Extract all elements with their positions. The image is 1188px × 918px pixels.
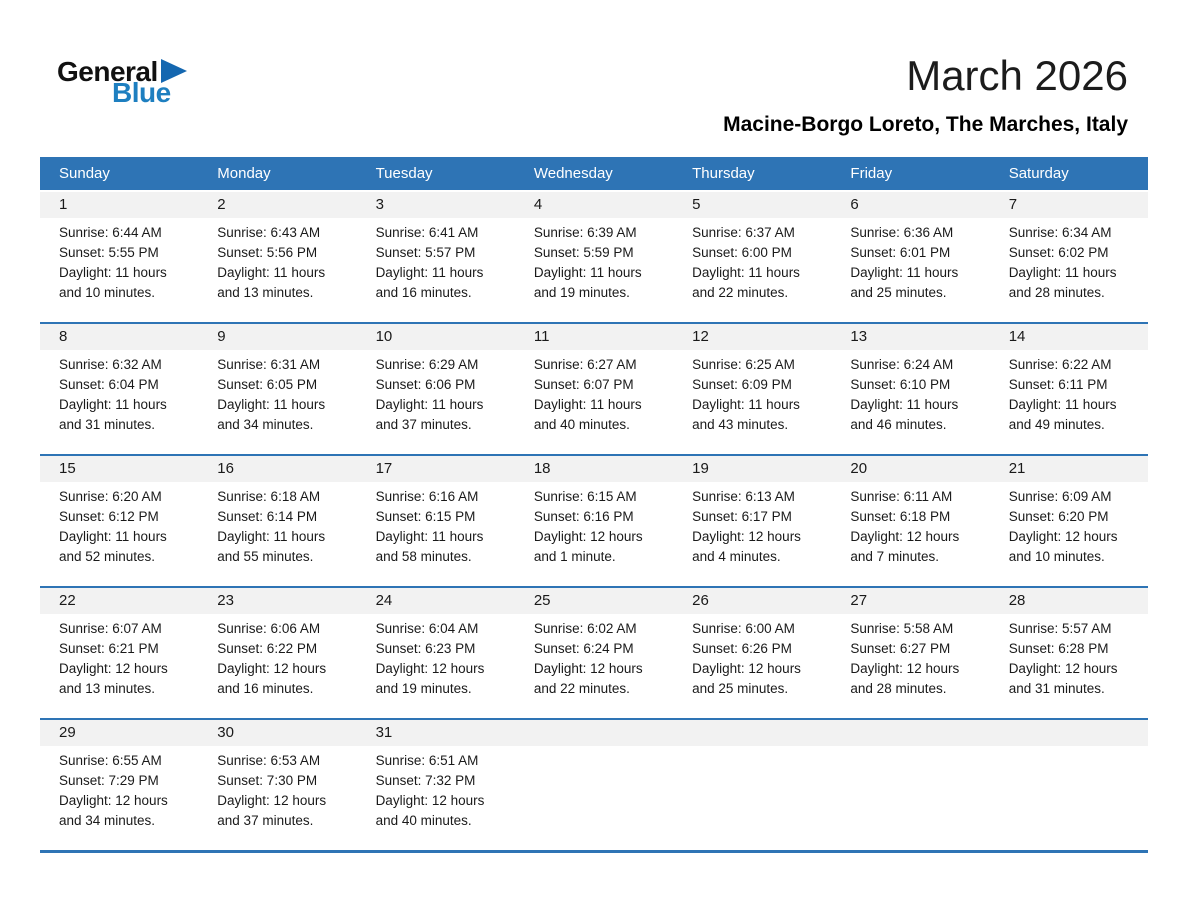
weekday-saturday: Saturday <box>1008 165 1069 182</box>
day-number: 20 <box>831 456 989 482</box>
sunset-text: Sunset: 6:21 PM <box>59 641 159 656</box>
week-row <box>40 454 1148 586</box>
daylight-minutes-text: and 28 minutes. <box>850 681 947 696</box>
day-number: 2 <box>198 192 356 218</box>
sunset-text: Sunset: 6:14 PM <box>217 509 318 524</box>
daylight-hours-text: Daylight: 11 hours <box>375 529 484 544</box>
day-number: 19 <box>673 456 831 482</box>
day-cell-empty <box>673 720 831 850</box>
day-cell <box>673 456 831 586</box>
sunrise-text: Sunrise: 6:27 AM <box>533 357 637 372</box>
sunset-text: Sunset: 6:28 PM <box>1008 641 1109 656</box>
sunset-text: Sunset: 6:23 PM <box>375 641 476 656</box>
daylight-minutes-text: and 10 minutes. <box>59 285 156 300</box>
sunrise-text: Sunrise: 6:29 AM <box>375 357 479 372</box>
day-number: 25 <box>515 588 673 614</box>
day-number: 14 <box>990 324 1148 350</box>
daylight-hours-text: Daylight: 11 hours <box>533 265 642 280</box>
sunrise-text: Sunrise: 6:34 AM <box>1008 225 1112 240</box>
sunset-text: Sunset: 6:06 PM <box>375 377 476 392</box>
daylight-hours-text: Daylight: 12 hours <box>375 661 485 676</box>
day-number: 1 <box>40 192 198 218</box>
day-number: 27 <box>831 588 989 614</box>
location-subtitle: Macine-Borgo Loreto, The Marches, Italy <box>723 113 1128 136</box>
daylight-minutes-text: and 22 minutes. <box>692 285 789 300</box>
sunset-text: Sunset: 6:24 PM <box>533 641 634 656</box>
day-number: 12 <box>673 324 831 350</box>
general-blue-logo <box>57 58 187 107</box>
daylight-hours-text: Daylight: 11 hours <box>59 397 167 412</box>
daylight-minutes-text: and 25 minutes. <box>850 285 947 300</box>
weekday-sunday: Sunday <box>59 165 110 182</box>
sunrise-text: Sunrise: 6:24 AM <box>850 357 954 372</box>
week-row <box>40 322 1148 454</box>
day-cell <box>515 588 673 718</box>
day-cell <box>831 456 989 586</box>
day-cell <box>515 456 673 586</box>
sunset-text: Sunset: 5:59 PM <box>533 245 634 260</box>
sunset-text: Sunset: 7:30 PM <box>217 773 318 788</box>
sunset-text: Sunset: 6:05 PM <box>217 377 318 392</box>
daylight-hours-text: Daylight: 11 hours <box>59 265 167 280</box>
day-number: 16 <box>198 456 356 482</box>
daylight-hours-text: Daylight: 11 hours <box>850 265 959 280</box>
sunrise-text: Sunrise: 6:55 AM <box>59 753 162 768</box>
daylight-minutes-text: and 37 minutes. <box>217 813 314 828</box>
daylight-minutes-text: and 49 minutes. <box>1008 417 1105 432</box>
day-cell <box>990 456 1148 586</box>
day-cell <box>357 720 515 850</box>
day-cell <box>198 720 356 850</box>
daylight-minutes-text: and 52 minutes. <box>59 549 156 564</box>
day-cell <box>198 588 356 718</box>
daylight-hours-text: Daylight: 11 hours <box>217 397 326 412</box>
sunrise-text: Sunrise: 6:37 AM <box>692 225 795 240</box>
sunset-text: Sunset: 6:09 PM <box>692 377 792 392</box>
sunrise-text: Sunrise: 6:04 AM <box>375 621 479 636</box>
week-row <box>40 586 1148 718</box>
daylight-minutes-text: and 16 minutes. <box>375 285 472 300</box>
sunrise-text: Sunrise: 6:51 AM <box>375 753 479 768</box>
sunrise-text: Sunrise: 6:32 AM <box>59 357 162 372</box>
day-number: 21 <box>990 456 1148 482</box>
daylight-minutes-text: and 34 minutes. <box>59 813 156 828</box>
daylight-minutes-text: and 31 minutes. <box>1008 681 1105 696</box>
logo-word-blue: Blue <box>112 77 171 108</box>
day-cell <box>198 456 356 586</box>
daylight-minutes-text: and 34 minutes. <box>217 417 314 432</box>
daylight-hours-text: Daylight: 11 hours <box>217 265 326 280</box>
week-row <box>40 718 1148 850</box>
daylight-hours-text: Daylight: 12 hours <box>850 529 960 544</box>
day-cell <box>515 192 673 322</box>
daylight-minutes-text: and 40 minutes. <box>533 417 630 432</box>
daylight-minutes-text: and 58 minutes. <box>375 549 472 564</box>
sunrise-text: Sunrise: 6:13 AM <box>692 489 795 504</box>
day-cell <box>357 588 515 718</box>
day-cell <box>40 456 198 586</box>
day-cell <box>40 324 198 454</box>
daylight-hours-text: Daylight: 11 hours <box>1008 265 1117 280</box>
daylight-hours-text: Daylight: 12 hours <box>59 793 168 808</box>
daylight-minutes-text: and 1 minute. <box>533 549 616 564</box>
daylight-hours-text: Daylight: 11 hours <box>533 397 642 412</box>
day-cell <box>831 588 989 718</box>
day-cell <box>673 588 831 718</box>
calendar-grid <box>40 192 1148 853</box>
sunrise-text: Sunrise: 6:09 AM <box>1008 489 1112 504</box>
sunset-text: Sunset: 6:10 PM <box>850 377 951 392</box>
day-number: 28 <box>990 588 1148 614</box>
day-number: 24 <box>357 588 515 614</box>
day-cell <box>673 324 831 454</box>
sunset-text: Sunset: 7:32 PM <box>375 773 476 788</box>
daylight-hours-text: Daylight: 12 hours <box>692 529 801 544</box>
day-number <box>831 720 989 746</box>
sunset-text: Sunset: 6:00 PM <box>692 245 792 260</box>
weekday-tuesday: Tuesday <box>375 165 433 182</box>
day-cell <box>40 192 198 322</box>
day-cell <box>198 324 356 454</box>
sunset-text: Sunset: 7:29 PM <box>59 773 159 788</box>
sunset-text: Sunset: 6:15 PM <box>375 509 476 524</box>
day-number: 5 <box>673 192 831 218</box>
weekday-thursday: Thursday <box>692 165 755 182</box>
month-title: March 2026 <box>906 52 1128 99</box>
sunrise-text: Sunrise: 5:58 AM <box>850 621 954 636</box>
sunrise-text: Sunrise: 6:41 AM <box>375 225 479 240</box>
sunset-text: Sunset: 6:20 PM <box>1008 509 1109 524</box>
sunrise-text: Sunrise: 6:36 AM <box>850 225 954 240</box>
daylight-hours-text: Daylight: 12 hours <box>533 661 643 676</box>
day-cell <box>40 588 198 718</box>
daylight-minutes-text: and 31 minutes. <box>59 417 156 432</box>
day-number: 29 <box>40 720 198 746</box>
day-number: 13 <box>831 324 989 350</box>
daylight-hours-text: Daylight: 12 hours <box>375 793 485 808</box>
sunset-text: Sunset: 6:17 PM <box>692 509 792 524</box>
sunrise-text: Sunrise: 6:22 AM <box>1008 357 1112 372</box>
daylight-hours-text: Daylight: 12 hours <box>850 661 960 676</box>
day-cell <box>673 192 831 322</box>
daylight-hours-text: Daylight: 11 hours <box>850 397 959 412</box>
sunset-text: Sunset: 6:12 PM <box>59 509 159 524</box>
day-cell-empty <box>515 720 673 850</box>
daylight-hours-text: Daylight: 11 hours <box>692 265 800 280</box>
calendar-table <box>40 157 1148 853</box>
daylight-minutes-text: and 19 minutes. <box>375 681 472 696</box>
logo-word-general: General <box>57 56 158 87</box>
daylight-hours-text: Daylight: 11 hours <box>375 397 484 412</box>
day-cell <box>357 324 515 454</box>
day-number: 18 <box>515 456 673 482</box>
sunrise-text: Sunrise: 6:25 AM <box>692 357 795 372</box>
sunset-text: Sunset: 6:22 PM <box>217 641 318 656</box>
day-number: 31 <box>357 720 515 746</box>
sunset-text: Sunset: 6:18 PM <box>850 509 951 524</box>
sunset-text: Sunset: 6:26 PM <box>692 641 792 656</box>
daylight-hours-text: Daylight: 11 hours <box>1008 397 1117 412</box>
daylight-minutes-text: and 28 minutes. <box>1008 285 1105 300</box>
day-cell <box>40 720 198 850</box>
daylight-minutes-text: and 10 minutes. <box>1008 549 1105 564</box>
day-number <box>515 720 673 746</box>
sunrise-text: Sunrise: 6:06 AM <box>217 621 321 636</box>
day-number: 23 <box>198 588 356 614</box>
daylight-minutes-text: and 25 minutes. <box>692 681 789 696</box>
day-cell <box>357 456 515 586</box>
sunrise-text: Sunrise: 5:57 AM <box>1008 621 1112 636</box>
daylight-minutes-text: and 37 minutes. <box>375 417 472 432</box>
day-cell <box>831 192 989 322</box>
sunset-text: Sunset: 5:56 PM <box>217 245 318 260</box>
sunrise-text: Sunrise: 6:39 AM <box>533 225 637 240</box>
daylight-minutes-text: and 22 minutes. <box>533 681 630 696</box>
daylight-minutes-text: and 40 minutes. <box>375 813 472 828</box>
day-cell <box>515 324 673 454</box>
sunset-text: Sunset: 6:07 PM <box>533 377 634 392</box>
day-number: 30 <box>198 720 356 746</box>
day-number: 8 <box>40 324 198 350</box>
day-cell-empty <box>990 720 1148 850</box>
daylight-minutes-text: and 13 minutes. <box>217 285 314 300</box>
daylight-hours-text: Daylight: 12 hours <box>1008 529 1118 544</box>
day-number <box>673 720 831 746</box>
day-cell <box>990 324 1148 454</box>
day-number: 3 <box>357 192 515 218</box>
sunset-text: Sunset: 6:16 PM <box>533 509 634 524</box>
sunrise-text: Sunrise: 6:16 AM <box>375 489 479 504</box>
sunset-text: Sunset: 6:27 PM <box>850 641 951 656</box>
weekday-friday: Friday <box>850 165 893 182</box>
sunrise-text: Sunrise: 6:18 AM <box>217 489 321 504</box>
sunrise-text: Sunrise: 6:02 AM <box>533 621 637 636</box>
sunrise-text: Sunrise: 6:53 AM <box>217 753 321 768</box>
daylight-minutes-text: and 7 minutes. <box>850 549 939 564</box>
daylight-hours-text: Daylight: 12 hours <box>59 661 168 676</box>
weekday-header <box>40 157 1148 190</box>
daylight-minutes-text: and 46 minutes. <box>850 417 947 432</box>
sunrise-text: Sunrise: 6:31 AM <box>217 357 321 372</box>
sunset-text: Sunset: 5:57 PM <box>375 245 476 260</box>
daylight-hours-text: Daylight: 12 hours <box>1008 661 1118 676</box>
daylight-minutes-text: and 55 minutes. <box>217 549 314 564</box>
daylight-hours-text: Daylight: 12 hours <box>217 793 327 808</box>
sunrise-text: Sunrise: 6:20 AM <box>59 489 162 504</box>
daylight-hours-text: Daylight: 12 hours <box>692 661 801 676</box>
day-number: 4 <box>515 192 673 218</box>
day-number <box>990 720 1148 746</box>
day-cell <box>831 324 989 454</box>
week-row <box>40 192 1148 322</box>
daylight-minutes-text: and 43 minutes. <box>692 417 789 432</box>
sunset-text: Sunset: 6:04 PM <box>59 377 159 392</box>
sunset-text: Sunset: 6:11 PM <box>1008 377 1108 392</box>
day-number: 7 <box>990 192 1148 218</box>
day-number: 10 <box>357 324 515 350</box>
daylight-minutes-text: and 16 minutes. <box>217 681 314 696</box>
daylight-minutes-text: and 4 minutes. <box>692 549 781 564</box>
day-cell <box>198 192 356 322</box>
weekday-monday: Monday <box>217 165 271 182</box>
daylight-hours-text: Daylight: 12 hours <box>217 661 327 676</box>
day-number: 15 <box>40 456 198 482</box>
weekday-wednesday: Wednesday <box>533 165 613 182</box>
day-number: 11 <box>515 324 673 350</box>
daylight-minutes-text: and 19 minutes. <box>533 285 630 300</box>
sunrise-text: Sunrise: 6:44 AM <box>59 225 162 240</box>
day-cell <box>990 588 1148 718</box>
daylight-hours-text: Daylight: 11 hours <box>59 529 167 544</box>
day-number: 9 <box>198 324 356 350</box>
sunset-text: Sunset: 6:02 PM <box>1008 245 1109 260</box>
sunrise-text: Sunrise: 6:07 AM <box>59 621 162 636</box>
sunset-text: Sunset: 6:01 PM <box>850 245 951 260</box>
day-cell-empty <box>831 720 989 850</box>
sunrise-text: Sunrise: 6:00 AM <box>692 621 795 636</box>
sunset-text: Sunset: 5:55 PM <box>59 245 159 260</box>
sunrise-text: Sunrise: 6:15 AM <box>533 489 637 504</box>
daylight-hours-text: Daylight: 11 hours <box>217 529 326 544</box>
sunrise-text: Sunrise: 6:11 AM <box>850 489 953 504</box>
daylight-minutes-text: and 13 minutes. <box>59 681 156 696</box>
daylight-hours-text: Daylight: 11 hours <box>375 265 484 280</box>
day-number: 22 <box>40 588 198 614</box>
day-number: 17 <box>357 456 515 482</box>
daylight-hours-text: Daylight: 11 hours <box>692 397 800 412</box>
day-number: 6 <box>831 192 989 218</box>
day-number: 26 <box>673 588 831 614</box>
day-cell <box>357 192 515 322</box>
daylight-hours-text: Daylight: 12 hours <box>533 529 643 544</box>
page-header <box>723 52 1128 137</box>
day-cell <box>990 192 1148 322</box>
sunrise-text: Sunrise: 6:43 AM <box>217 225 321 240</box>
